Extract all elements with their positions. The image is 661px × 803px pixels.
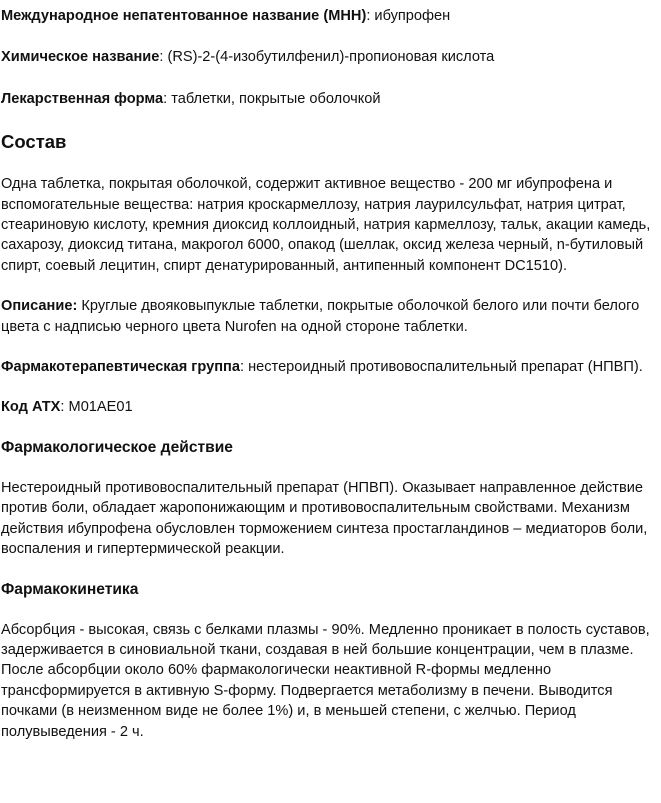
pharmacotherapeutic-group-paragraph [1, 357, 661, 377]
field-chemical-name-value: : (RS)-2-(4-изобутилфенил)-пропионовая кислота [159, 49, 495, 66]
atc-code-value: : M01AE01 [60, 399, 133, 416]
section-heading-pharmacokinetics: Фармакокинетика [1, 580, 139, 598]
field-chemical-name [1, 47, 661, 67]
pharmacotherapeutic-group-label: Фармакотерапевтическая группа [1, 359, 240, 376]
description-paragraph [1, 296, 661, 337]
pharmacological-action-text: Нестероидный противовоспалительный препарат (НПВП). Оказывает направленное действие против боли, обладает жаропонижающим и противовоспалительным свойствами. Механизм действия ибупрофена обусловлен торможением синтеза простагландинов – медиаторов боли, воспаления и гипертермической реакции. [1, 479, 648, 558]
field-dosage-form [1, 89, 661, 109]
field-mnn-value: : ибупрофен [366, 8, 451, 24]
field-chemical-name-label: Химическое название [1, 49, 160, 66]
field-mnn [1, 6, 661, 26]
field-dosage-form-value: : таблетки, покрытые оболочкой [163, 90, 381, 107]
atc-code-label: Код АТХ [1, 399, 61, 416]
composition-text: Одна таблетка, покрытая оболочкой, содержит активное вещество - 200 мг ибупрофена и вспомогательные вещества: натрия кроскармеллозу, натрия лаурилсульфат, натрия цитрат, стеариновую кислоту, кремния диоксид коллоидный, натрия кармеллозу, тальк, акации камедь, сахарозу, диоксид титана, макрогол 6000, опакод (шеллак, оксид железа черный, n-бутиловый спирт, соевый лецитин, спирт денатурированный, антипенный компонент DC1510). [1, 176, 651, 274]
pharmacotherapeutic-group-text: : нестероидный противовоспалительный препарат (НПВП). [239, 359, 643, 376]
atc-code-paragraph [1, 397, 661, 417]
field-dosage-form-label: Лекарственная форма [1, 90, 164, 107]
field-mnn-label: Международное непатентованное название (МНН) [1, 8, 367, 24]
section-heading-composition: Состав [1, 131, 67, 153]
section-heading-pharmacological-action: Фармакологическое действие [1, 438, 233, 456]
description-text: Круглые двояковыпуклые таблетки, покрытые оболочкой белого или почти белого цвета с надписью черного цвета Nurofen на одной стороне таблетки. [1, 298, 640, 335]
pharmacokinetics-text: Абсорбция - высокая, связь с белками плазмы - 90%. Медленно проникает в полость суставов, задерживается в синовиальной ткани, создавая в ней большие концентрации, чем в плазме. После абсорбции около 60% фармакологически неактивной R-формы медленно трансформируется в активную S-форму. Подвергается метаболизму в печени. Выводится почками (в неизменном виде не более 1%) и, в меньшей степени, с желчью. Период полувыведения - 2 ч. [1, 621, 650, 740]
description-label: Описание: [1, 298, 78, 315]
